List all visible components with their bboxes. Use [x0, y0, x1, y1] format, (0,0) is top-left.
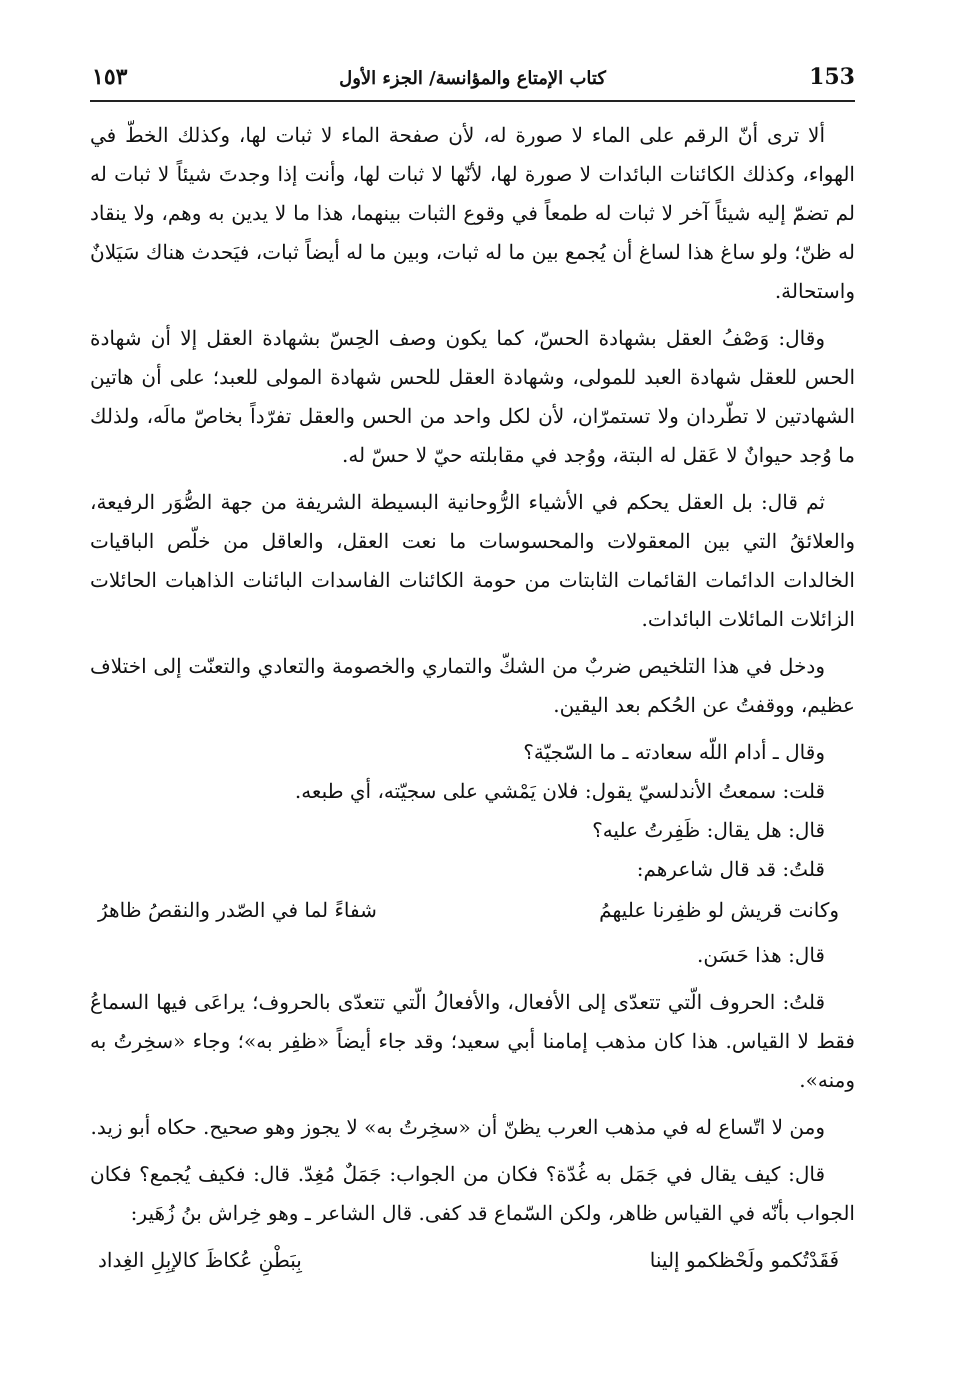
header-rule	[90, 100, 855, 102]
dialogue-line-2: قلت: سمعتُ الأندلسيّ يقول: فلان يَمْشي على سجيّته، أي طبعه.	[294, 779, 825, 803]
dialogue-line-1: وقال ـ أدام اللّه سعادته ـ ما السّجيّة؟	[523, 740, 825, 764]
paragraph-5: قلتُ: الحروف الّتي تتعدّى إلى الأفعال، والأفعالُ الّتي تتعدّى بالحروف؛ يراعَى فيها السماعُ فقط لا القياس. هذا كان مذهب إمامنا أبي سعيد؛ وقد جاء أيضاً «ظفِر به»؛ وجاء «سخِرتُ به ومنه».	[90, 990, 855, 1092]
page-number-arabic: ١٥٣	[92, 64, 128, 90]
verse-2-second-hemistich: بِبَطْنِ عُكاظَ كالإبِلِ الغِداد	[98, 1248, 302, 1272]
paragraph-7: قال: كيف يقال في جَمَل به غُدّة؟ فكان من الجواب: جَمَلٌ مُغِدّ. قال: فكيف يُجمع؟ فكان الجواب بأنّه في القياس ظاهر، ولكن السّماع قد كفى. قال الشاعر ـ وهو خِراش بنُ زُهَير:	[90, 1162, 855, 1225]
dialogue-line-4: قلتُ: قد قال شاعرهم:	[636, 857, 825, 881]
verse-1-second-hemistich: شفاءً لما في الصّدر والنقصُ ظاهرُ	[98, 898, 377, 922]
dialogue-line-3: قال: هل يقال: ظَفِرتُ عليه؟	[592, 818, 825, 842]
paragraph-2: وقال: وَصْفُ العقل بشهادة الحسّ، كما يكون وصف الحِسّ بشهادة العقل إلا أن شهادة الحس للعقل شهادة العبد للمولى، وشهادة العقل للحس شهادة المولى للعبد؛ على أن هاتين الشهادتين لا تطّردان ولا تستمرّان، لأن لكل واحد من الحس والعقل تفرّداً بخاصّ مالَه، ولذلك ما وُجد حيوانٌ لا عَقل له البتة، ووُجد في مقابلته حيّ لا حسّ له.	[90, 326, 855, 467]
paragraph-1: ألا ترى أنّ الرقم على الماء لا صورة له، لأن صفحة الماء لا ثبات لها، وكذلك الخطّ في الهواء، وكذلك الكائنات البائدات لا صورة لها، لأنّها لا ثبات لها، وأنت إذا وجدتَ شيئاً لا ثبات له لم تضمّ إليه شيئاً آخر لا ثبات له طمعاً في وقوع الثبات بينهما، هذا ما لا يدين به وهم، ولا ينقاد له ظنّ؛ ولو ساغ هذا لساغ أن يُجمع بين ما له ثبات، وبين ما له أيضاً ثبات، فيَحدث هناك سَيَلانٌ واستحالة.	[90, 123, 855, 303]
book-page	[90, 58, 855, 1378]
page-body	[90, 116, 855, 1280]
page-number-latin: 153	[809, 64, 855, 90]
dialogue-line-5: قال: هذا حَسَن.	[696, 943, 825, 967]
paragraph-4: ودخل في هذا التلخيص ضربٌ من الشكّ والتماري والخصومة والتعادي والتعنّت إلى اختلاف عظيم، ووقفتُ عن الحُكم بعد اليقين.	[90, 654, 855, 717]
verse-1	[90, 891, 855, 930]
page-header	[90, 58, 855, 100]
paragraph-6: ومن لا اتّساع له في مذهب العرب يظنّ أن «سخِرتُ به» لا يجوز وهو صحيح. حكاه أبو زيد.	[90, 1115, 825, 1139]
running-title: كتاب الإمتاع والمؤانسة/ الجزء الأول	[339, 68, 606, 89]
verse-2-first-hemistich: فَقَدْتُكمو ولَحْظكمو إلينا	[649, 1248, 839, 1272]
paragraph-3: ثم قال: بل العقل يحكم في الأشياء الرُّوحانية البسيطة الشريفة من جهة الصُّوَر الرفيعة، والعلائقُ التي بين المعقولات والمحسوسات ما نعت العقل، والعاقل من خلّص الباقيات الخالدات الدائمات القائمات الثابتات من حومة الكائنات الفاسدات البائنات الذاهبات الحائلات الزائلات المائلات البائدات.	[90, 490, 855, 631]
verse-1-first-hemistich: وكانت قريش لو ظفِرنا عليهمُ	[599, 898, 839, 922]
verse-2	[90, 1241, 855, 1280]
